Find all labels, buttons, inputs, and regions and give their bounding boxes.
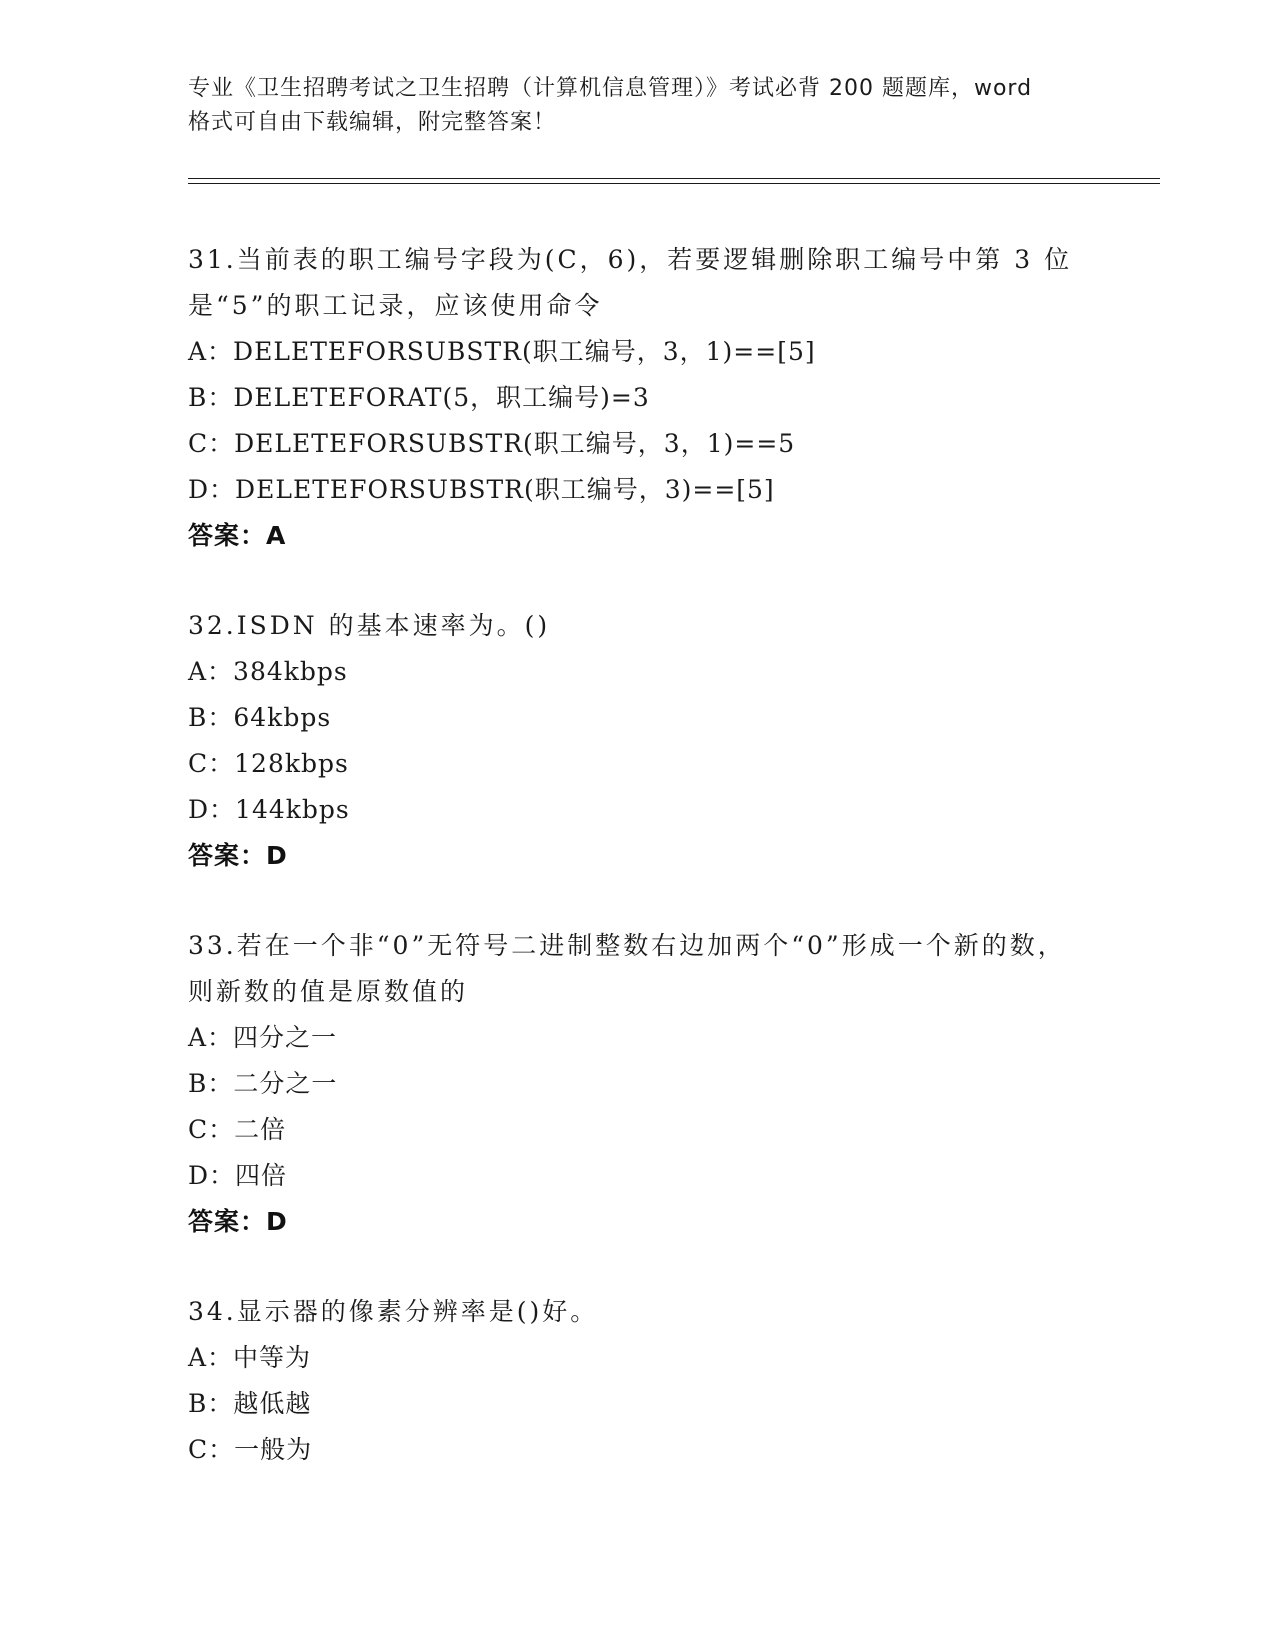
question-33 <box>188 923 1088 1245</box>
question-stem: 32.ISDN 的基本速率为。() <box>188 611 551 640</box>
question-34 <box>188 1289 1088 1473</box>
answer-label: 答案：D <box>188 841 288 870</box>
document-header <box>188 72 1088 140</box>
option-a: A：四分之一 <box>188 1023 338 1052</box>
option-c: C：128kbps <box>188 749 349 778</box>
option-d: D：144kbps <box>188 795 350 824</box>
question-stem: 31.当前表的职工编号字段为(C，6)，若要逻辑删除职工编号中第 3 位是“5”的职工记录，应该使用命令 <box>188 245 1073 320</box>
option-b: B：64kbps <box>188 703 332 732</box>
option-c: C：DELETEFORSUBSTR(职工编号，3，1)==5 <box>188 429 796 458</box>
header-line-2: 格式可自由下载编辑，附完整答案！ <box>188 110 557 135</box>
option-b: B：越低越 <box>188 1389 312 1418</box>
option-c: C：二倍 <box>188 1115 287 1144</box>
option-d: D：四倍 <box>188 1161 288 1190</box>
option-b: B：DELETEFORAT(5，职工编号)=3 <box>188 383 650 412</box>
header-divider-top <box>188 178 1160 179</box>
option-d: D：DELETEFORSUBSTR(职工编号，3)==[5] <box>188 475 775 504</box>
option-a: A：DELETEFORSUBSTR(职工编号，3，1)==[5] <box>188 337 816 366</box>
question-stem: 33.若在一个非“0”无符号二进制整数右边加两个“0”形成一个新的数，则新数的值是原数值的 <box>188 931 1066 1006</box>
question-31 <box>188 237 1088 559</box>
question-list <box>188 237 1088 1517</box>
option-a: A：中等为 <box>188 1343 312 1372</box>
question-stem: 34.显示器的像素分辨率是()好。 <box>188 1297 599 1326</box>
option-c: C：一般为 <box>188 1435 313 1464</box>
option-b: B：二分之一 <box>188 1069 338 1098</box>
header-line-1: 专业《卫生招聘考试之卫生招聘（计算机信息管理）》考试必背 200 题题库，word <box>188 76 1033 101</box>
question-32 <box>188 603 1088 879</box>
answer-label: 答案：D <box>188 1207 288 1236</box>
option-a: A：384kbps <box>188 657 348 686</box>
header-divider-bottom <box>188 183 1160 184</box>
answer-label: 答案：A <box>188 521 287 550</box>
